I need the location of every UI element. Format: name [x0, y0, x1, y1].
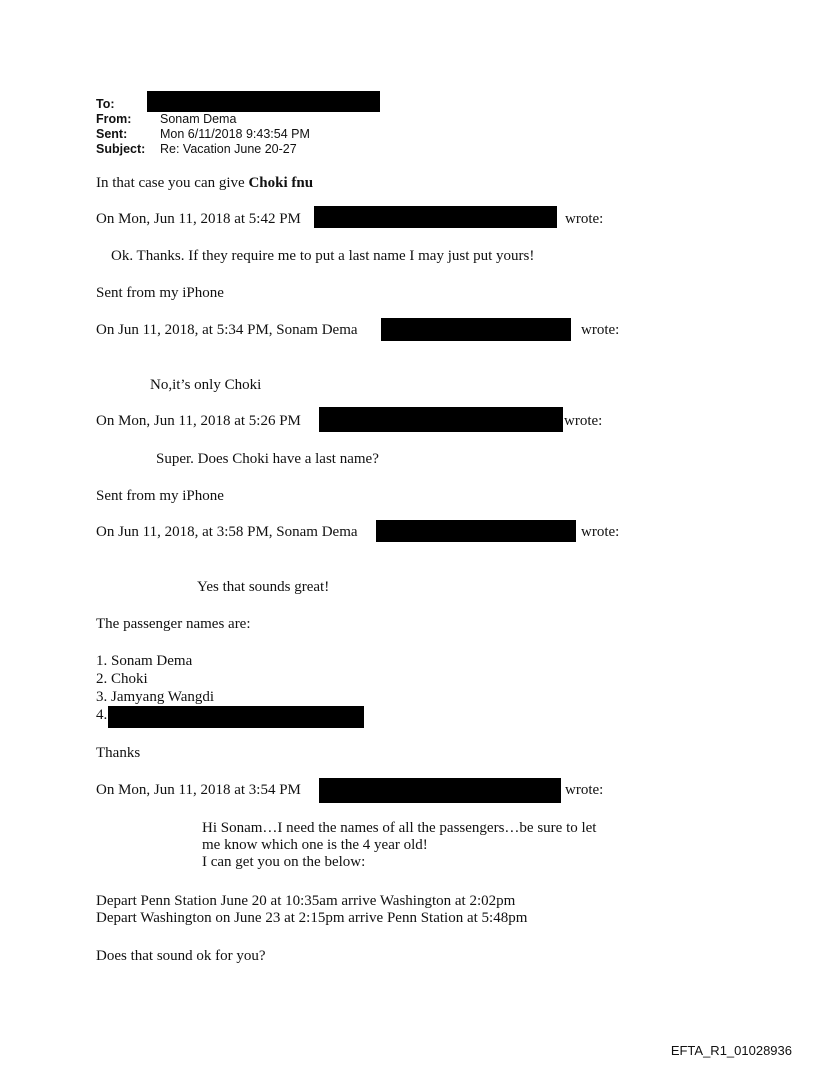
quote-header-5: On Mon, Jun 11, 2018 at 3:54 PM [96, 782, 301, 798]
list-item: 2. Choki [96, 671, 148, 687]
body-line-text: In that case you can give [96, 175, 249, 191]
quote-header-2: On Jun 11, 2018, at 5:34 PM, Sonam Dema [96, 322, 358, 338]
redaction-passenger-4 [108, 706, 364, 728]
quote-header-4-wrote: wrote: [581, 524, 620, 540]
to-label: To: [96, 97, 115, 111]
quote-header-3: On Mon, Jun 11, 2018 at 5:26 PM [96, 413, 301, 429]
sent-label: Sent: [96, 127, 128, 141]
redaction-email-2 [381, 318, 571, 341]
email-header [0, 0, 816, 160]
redaction-email-1 [314, 206, 557, 228]
itinerary-depart-penn: Depart Penn Station June 20 at 10:35am arrive Washington at 2:02pm [96, 893, 516, 909]
message-need-names-1: Hi Sonam…I need the names of all the passengers…be sure to let [202, 820, 597, 836]
from-value: Sonam Dema [160, 112, 237, 126]
redaction-to [147, 91, 380, 112]
from-label: From: [96, 112, 132, 126]
subject-value: Re: Vacation June 20-27 [160, 142, 297, 156]
closing-question: Does that sound ok for you? [96, 948, 266, 964]
passenger-names-intro: The passenger names are: [96, 616, 251, 632]
quote-header-3-wrote: wrote: [564, 413, 603, 429]
itinerary-depart-washington: Depart Washington on June 23 at 2:15pm arrive Penn Station at 5:48pm [96, 910, 528, 926]
message-need-names-2: me know which one is the 4 year old! [202, 837, 428, 853]
list-item: 4. [96, 707, 108, 723]
message-need-names-3: I can get you on the below: [202, 854, 366, 870]
quote-header-1: On Mon, Jun 11, 2018 at 5:42 PM [96, 211, 301, 227]
redaction-email-4 [376, 520, 576, 542]
message-sounds-great: Yes that sounds great! [197, 579, 330, 595]
quote-header-1-wrote: wrote: [565, 211, 604, 227]
quote-header-5-wrote: wrote: [565, 782, 604, 798]
body-line-choki [96, 175, 313, 192]
message-only-choki: No,it’s only Choki [150, 377, 262, 393]
thanks-line: Thanks [96, 745, 141, 761]
body-line-bold: Choki fnu [248, 175, 314, 191]
sent-from-iphone-1: Sent from my iPhone [96, 285, 224, 301]
sent-from-iphone-2: Sent from my iPhone [96, 488, 224, 504]
message-last-name-question: Super. Does Choki have a last name? [156, 451, 379, 467]
redaction-email-5 [319, 778, 561, 803]
document-id: EFTA_R1_01028936 [670, 1043, 792, 1058]
message-ok-thanks: Ok. Thanks. If they require me to put a last name I may just put yours! [111, 248, 535, 264]
sent-value: Mon 6/11/2018 9:43:54 PM [160, 127, 310, 141]
subject-label: Subject: [96, 142, 146, 156]
quote-header-2-wrote: wrote: [581, 322, 620, 338]
quote-header-4: On Jun 11, 2018, at 3:58 PM, Sonam Dema [96, 524, 358, 540]
list-item: 1. Sonam Dema [96, 653, 193, 669]
redaction-email-3 [319, 407, 563, 432]
list-item: 3. Jamyang Wangdi [96, 689, 215, 705]
